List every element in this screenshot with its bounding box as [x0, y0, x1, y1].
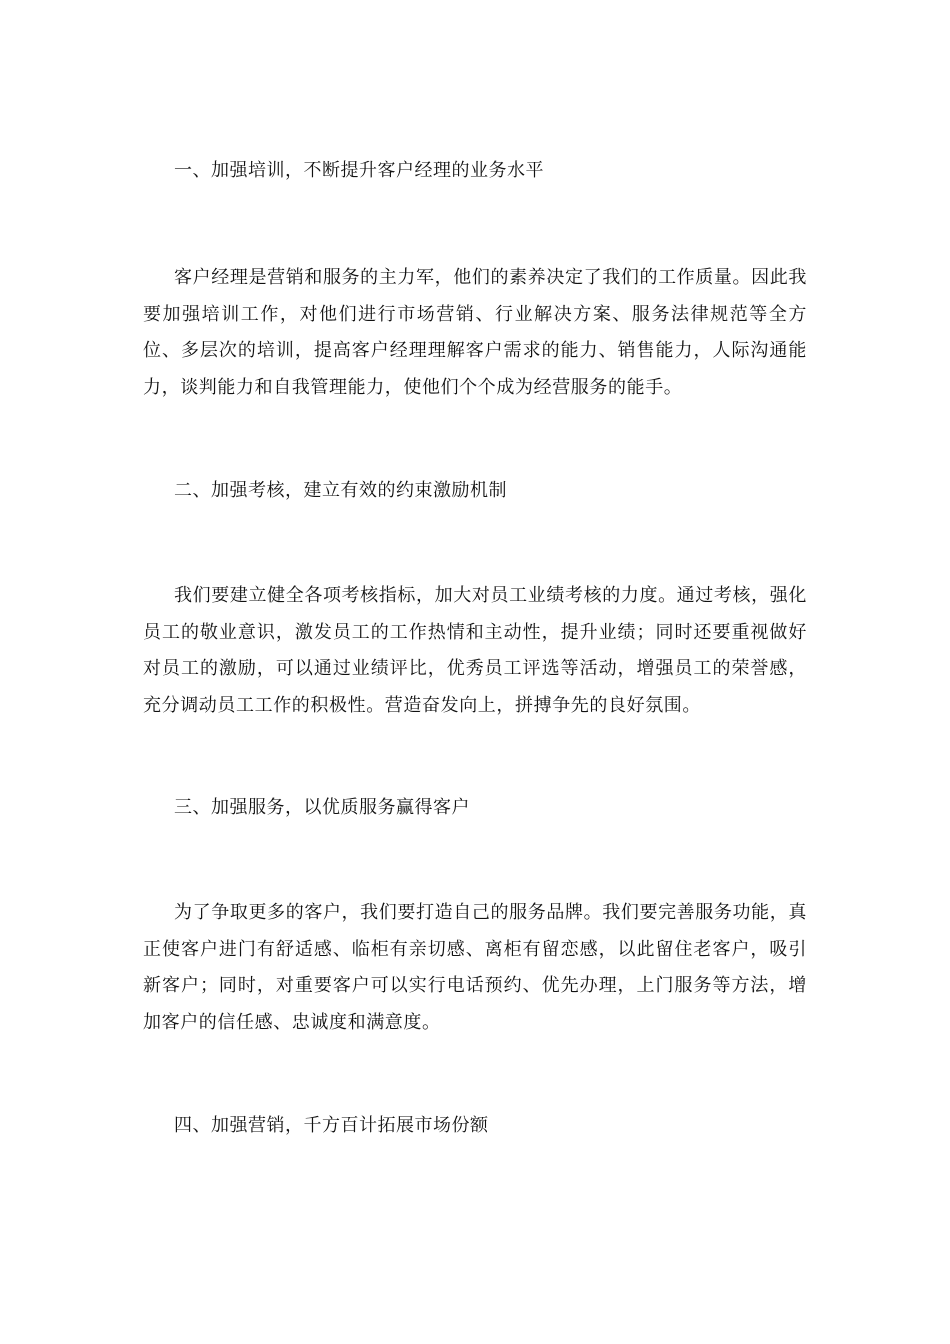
section-paragraph-training: 客户经理是营销和服务的主力军，他们的素养决定了我们的工作质量。因此我要加强培训工作，对他们进行市场营销、行业解决方案、服务法律规范等全方位、多层次的培训，提高客户经理理解客户需求的能力、销售能力，人际沟通能力，谈判能力和自我管理能力，使他们个个成为经营服务的能手。	[143, 267, 807, 398]
section-heading-training: 一、加强培训，不断提升客户经理的业务水平	[174, 160, 544, 181]
section-heading-marketing: 四、加强营销，千方百计拓展市场份额	[174, 1115, 489, 1136]
section-paragraph-assessment: 我们要建立健全各项考核指标，加大对员工业绩考核的力度。通过考核，强化员工的敬业意识，激发员工的工作热情和主动性，提升业绩；同时还要重视做好对员工的激励，可以通过业绩评比，优秀员工评选等活动，增强员工的荣誉感，充分调动员工工作的积极性。营造奋发向上，拼搏争先的良好氛围。	[143, 585, 807, 716]
section-heading-assessment: 二、加强考核，建立有效的约束激励机制	[174, 480, 507, 501]
section-heading-service: 三、加强服务，以优质服务赢得客户	[174, 797, 470, 818]
section-paragraph-service: 为了争取更多的客户，我们要打造自己的服务品牌。我们要完善服务功能，真正使客户进门有舒适感、临柜有亲切感、离柜有留恋感，以此留住老客户，吸引新客户；同时，对重要客户可以实行电话预约、优先办理，上门服务等方法，增加客户的信任感、忠诚度和满意度。	[143, 902, 807, 1033]
